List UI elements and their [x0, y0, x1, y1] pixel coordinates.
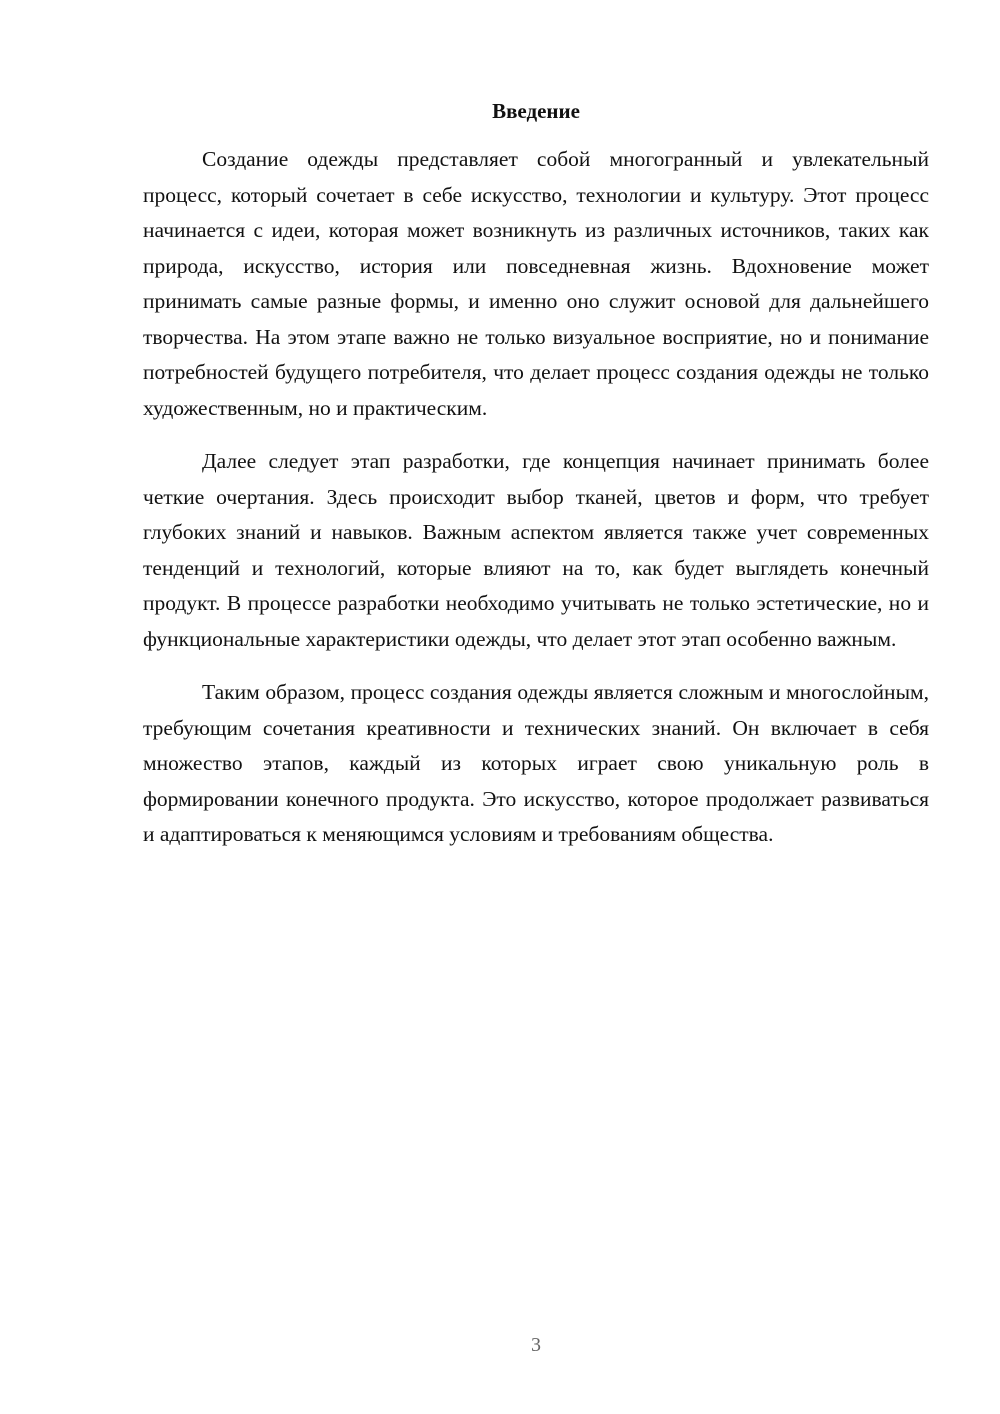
page-number: 3 [531, 1334, 541, 1356]
paragraph-1: Создание одежды представляет собой многогранный и увлекательный процесс, который сочетает в себе искусство, технологии и культуру. Этот процесс начинается с идеи, которая может возникнуть из различных источников, таких как природа, искусство, история или повседневная жизнь. Вдохновение может принимать самые разные формы, и именно оно служит основой для дальнейшего творчества. На этом этапе важно не только визуальное восприятие, но и понимание потребностей будущего потребителя, что делает процесс создания одежды не только художественным, но и практическим. [143, 147, 929, 420]
paragraph-3: Таким образом, процесс создания одежды является сложным и многослойным, требующим сочетания креативности и технических знаний. Он включает в себя множество этапов, каждый из которых играет свою уникальную роль в формировании конечного продукта. Это искусство, которое продолжает развиваться и адаптироваться к меняющимся условиям и требованиям общества. [143, 680, 929, 846]
section-heading: Введение [492, 99, 580, 123]
paragraph-2: Далее следует этап разработки, где концепция начинает принимать более четкие очертания. Здесь происходит выбор тканей, цветов и форм, что требует глубоких знаний и навыков. Важным аспектом является также учет современных тенденций и технологий, которые влияют на то, как будет выглядеть конечный продукт. В процессе разработки необходимо учитывать не только эстетические, но и функциональные характеристики одежды, что делает этот этап особенно важным. [143, 449, 929, 651]
body-text [143, 142, 929, 853]
